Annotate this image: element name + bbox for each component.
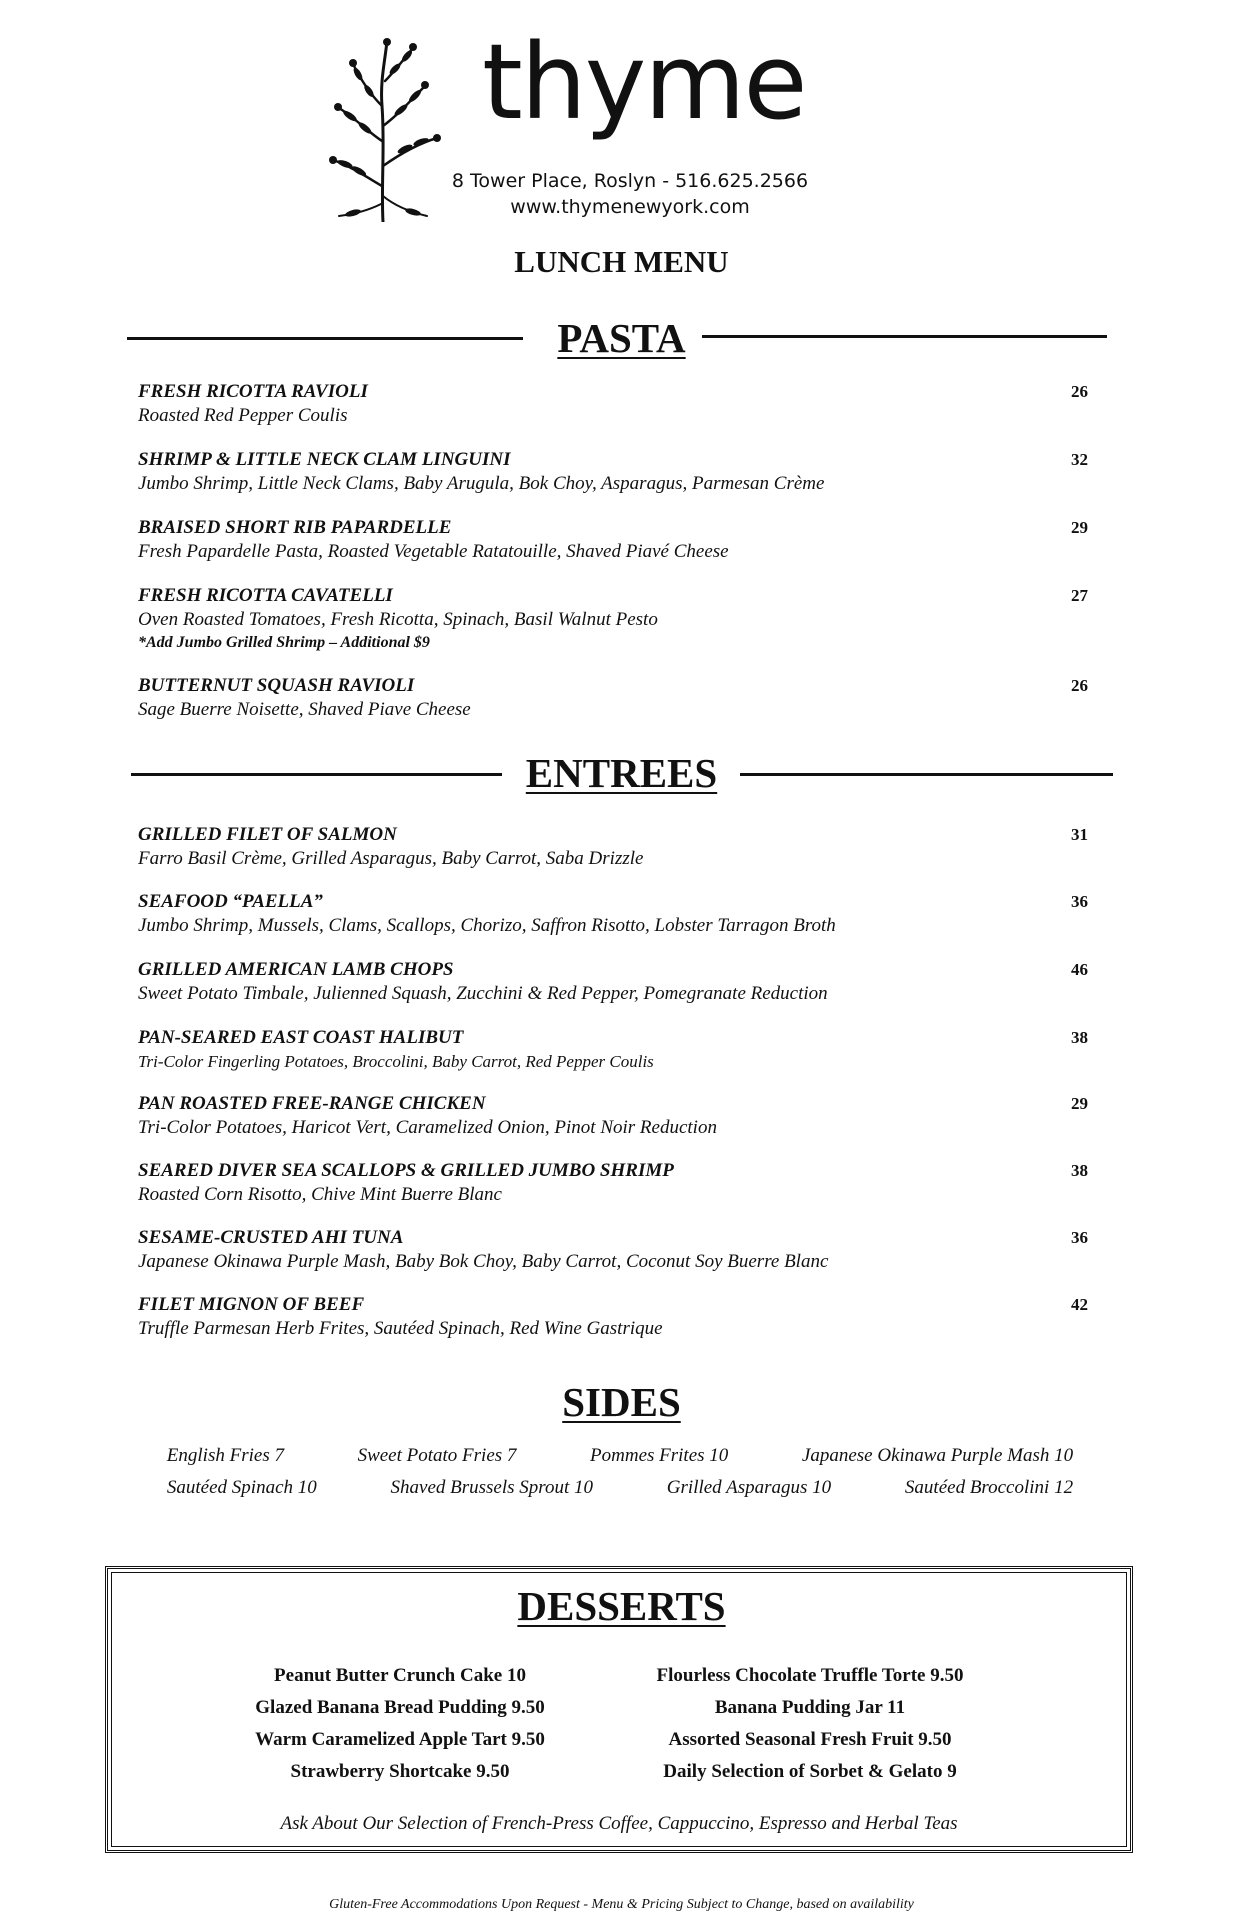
dish-price: 27 (1071, 586, 1088, 605)
dish-name: GRILLED AMERICAN LAMB CHOPS (138, 959, 454, 980)
dish-description: Tri-Color Fingerling Potatoes, Broccolini, Baby Carrot, Red Pepper Coulis (138, 1052, 654, 1071)
dish-price: 31 (1071, 825, 1088, 844)
pasta-heading: PASTA (557, 315, 686, 361)
dish-name: SESAME-CRUSTED AHI TUNA (138, 1227, 404, 1248)
footer-note: Gluten-Free Accommodations Upon Request - Menu & Pricing Subject to Change, based on availability (329, 1897, 914, 1912)
entrees-heading: ENTREES (525, 750, 718, 796)
side-item: Sautéed Spinach 10 (166, 1477, 317, 1498)
thyme-herb-sprig-icon (325, 36, 445, 222)
menu-item (138, 516, 1088, 564)
desserts-heading: DESSERTS (517, 1583, 726, 1629)
dish-description: Oven Roasted Tomatoes, Fresh Ricotta, Spinach, Basil Walnut Pesto (138, 609, 658, 630)
dish-description: Farro Basil Crème, Grilled Asparagus, Baby Carrot, Saba Drizzle (138, 848, 644, 869)
dish-addon-note: *Add Jumbo Grilled Shrimp – Additional $9 (138, 634, 430, 651)
menu-item (138, 1159, 1088, 1207)
menu-item (138, 958, 1088, 1006)
menu-item (138, 1092, 1088, 1140)
side-item: Sweet Potato Fries 7 (357, 1445, 517, 1466)
menu-item (138, 584, 1088, 654)
dish-price: 36 (1071, 1228, 1088, 1247)
menu-item (138, 1226, 1088, 1274)
dessert-item: Daily Selection of Sorbet & Gelato 9 (663, 1761, 957, 1782)
sides-row-1 (130, 1444, 1110, 1468)
dish-name: FILET MIGNON OF BEEF (138, 1294, 365, 1315)
menu-item (138, 1293, 1088, 1341)
dish-price: 26 (1071, 382, 1088, 401)
dish-description: Sage Buerre Noisette, Shaved Piave Cheese (138, 699, 471, 720)
desserts-right-column (600, 1660, 1020, 1788)
dish-description: Japanese Okinawa Purple Mash, Baby Bok Choy, Baby Carrot, Coconut Soy Buerre Blanc (138, 1251, 829, 1272)
dessert-item: Assorted Seasonal Fresh Fruit 9.50 (668, 1729, 952, 1750)
dish-price: 26 (1071, 676, 1088, 695)
menu-item (138, 674, 1088, 722)
coffee-note: Ask About Our Selection of French-Press Coffee, Cappuccino, Espresso and Herbal Teas (280, 1813, 958, 1834)
dish-name: BUTTERNUT SQUASH RAVIOLI (138, 675, 415, 696)
side-item: Shaved Brussels Sprout 10 (390, 1477, 594, 1498)
dish-description: Jumbo Shrimp, Little Neck Clams, Baby Arugula, Bok Choy, Asparagus, Parmesan Crème (138, 473, 825, 494)
dish-description: Jumbo Shrimp, Mussels, Clams, Scallops, Chorizo, Saffron Risotto, Lobster Tarragon Broth (138, 915, 836, 936)
side-item: Japanese Okinawa Purple Mash 10 (801, 1445, 1074, 1466)
dish-name: PAN-SEARED EAST COAST HALIBUT (138, 1027, 464, 1048)
menu-item (138, 823, 1088, 871)
menu-item (138, 448, 1088, 496)
brand-name: thyme (482, 21, 806, 143)
dish-description: Roasted Red Pepper Coulis (138, 405, 348, 426)
dish-name: PAN ROASTED FREE-RANGE CHICKEN (138, 1093, 486, 1114)
menu-title: LUNCH MENU (514, 244, 729, 279)
dish-name: FRESH RICOTTA RAVIOLI (138, 381, 368, 402)
dish-name: GRILLED FILET OF SALMON (138, 824, 397, 845)
dish-price: 38 (1071, 1028, 1088, 1047)
dish-price: 36 (1071, 892, 1088, 911)
dessert-item: Flourless Chocolate Truffle Torte 9.50 (656, 1665, 964, 1686)
side-item: English Fries 7 (166, 1445, 284, 1466)
dish-description: Fresh Papardelle Pasta, Roasted Vegetable Ratatouille, Shaved Piavé Cheese (138, 541, 729, 562)
side-item: Pommes Frites 10 (590, 1445, 729, 1466)
menu-item (138, 1026, 1088, 1074)
desserts-left-column (190, 1660, 610, 1788)
side-item: Grilled Asparagus 10 (666, 1477, 832, 1498)
dish-description: Sweet Potato Timbale, Julienned Squash, Zucchini & Red Pepper, Pomegranate Reduction (138, 983, 828, 1004)
dish-description: Roasted Corn Risotto, Chive Mint Buerre Blanc (138, 1184, 502, 1205)
dish-name: SHRIMP & LITTLE NECK CLAM LINGUINI (138, 449, 511, 470)
dessert-item: Peanut Butter Crunch Cake 10 (274, 1665, 526, 1686)
dish-description: Truffle Parmesan Herb Frites, Sautéed Spinach, Red Wine Gastrique (138, 1318, 663, 1339)
dessert-item: Glazed Banana Bread Pudding 9.50 (255, 1697, 545, 1718)
menu-item (138, 380, 1088, 428)
dish-price: 42 (1071, 1295, 1088, 1314)
dish-price: 29 (1071, 518, 1088, 537)
dish-price: 46 (1071, 960, 1088, 979)
sides-row-2 (130, 1476, 1110, 1500)
dish-price: 38 (1071, 1161, 1088, 1180)
dish-name: BRAISED SHORT RIB PAPARDELLE (138, 517, 452, 538)
dish-name: SEARED DIVER SEA SCALLOPS & GRILLED JUMBO SHRIMP (138, 1160, 674, 1181)
restaurant-website[interactable]: www.thymenewyork.com (510, 196, 750, 218)
dessert-item: Strawberry Shortcake 9.50 (290, 1761, 510, 1782)
dessert-item: Warm Caramelized Apple Tart 9.50 (255, 1729, 545, 1750)
dish-description: Tri-Color Potatoes, Haricot Vert, Caramelized Onion, Pinot Noir Reduction (138, 1117, 717, 1138)
dish-name: FRESH RICOTTA CAVATELLI (138, 585, 393, 606)
dessert-item: Banana Pudding Jar 11 (714, 1697, 906, 1718)
side-item: Sautéed Broccolini 12 (904, 1477, 1074, 1498)
menu-item (138, 890, 1088, 938)
dish-name: SEAFOOD “PAELLA” (138, 891, 323, 912)
dish-price: 29 (1071, 1094, 1088, 1113)
restaurant-address: 8 Tower Place, Roslyn - 516.625.2566 (451, 170, 809, 192)
sides-heading: SIDES (562, 1379, 681, 1425)
dish-price: 32 (1071, 450, 1088, 469)
